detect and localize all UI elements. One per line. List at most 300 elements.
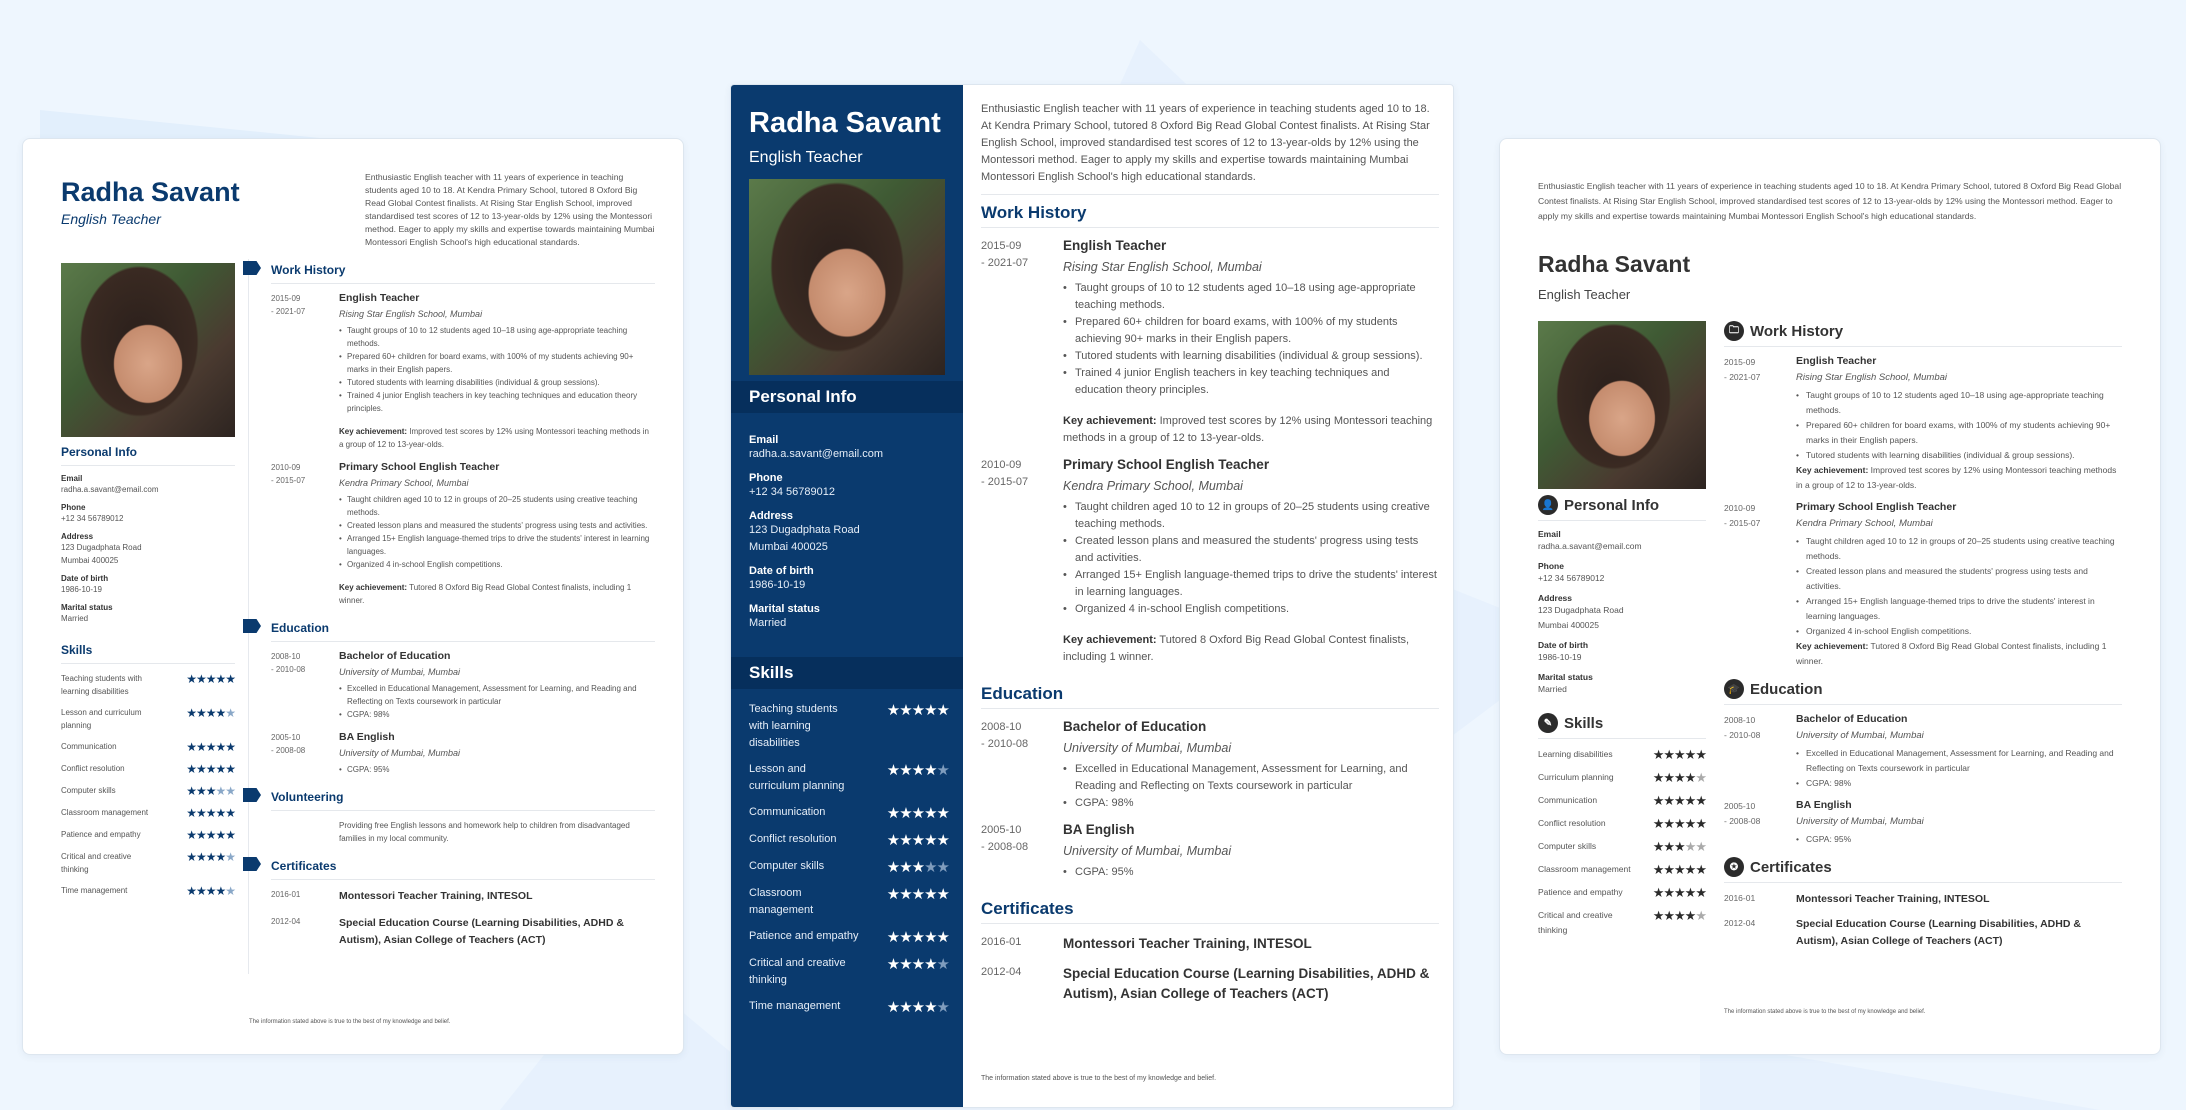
entry-date — [1724, 799, 1796, 847]
section-heading-personal-info: Personal Info — [731, 381, 963, 413]
pi-label: Date of birth — [749, 565, 814, 577]
bullet-item: • Taught groups of 10 to 12 students aged 10–18 using age-appropriate teaching methods. — [1063, 280, 1439, 314]
skill-row — [61, 706, 235, 732]
pi-label: Date of birth — [61, 574, 109, 583]
entry-title: Primary School English Teacher — [1063, 457, 1270, 472]
section-title: Skills — [1564, 714, 1604, 732]
star-rating-icon — [186, 672, 235, 698]
skill-name: Classroom management — [1538, 864, 1631, 874]
star-filled-icon: ★★★ — [886, 859, 925, 876]
bullet-item: • Tutored students with learning disabilities (individual & group sessions). — [339, 376, 655, 389]
footer-disclaimer: The information stated above is true to the best of my knowledge and belief. — [249, 1019, 451, 1025]
education-entry — [271, 731, 655, 776]
key-achievement-text: Tutored 8 Oxford Big Read Global Contest finalists, including 1 winner. — [1063, 634, 1410, 663]
certificate-title: Montessori Teacher Training, INTESOL — [339, 890, 533, 902]
bullet-item: • Taught children aged 10 to 12 in groups of 20–25 students using creative teaching methods. — [339, 493, 655, 519]
key-achievement-label: Key achievement: — [339, 427, 408, 436]
star-filled-icon: ★★★★★ — [886, 929, 949, 946]
date-end: - 2015-07 — [981, 476, 1029, 488]
footer-disclaimer: The information stated above is true to the best of my knowledge and belief. — [1724, 1009, 1926, 1015]
skill-row — [749, 804, 949, 822]
bullet-list — [339, 324, 655, 415]
star-rating-icon — [887, 804, 949, 822]
section-heading-skills — [1538, 711, 1706, 739]
star-rating-icon — [1653, 793, 1706, 809]
star-filled-icon: ★★★★ — [886, 956, 937, 973]
entry-date — [271, 461, 339, 607]
graduation-cap-icon: 🎓 — [1724, 679, 1744, 699]
bullet-item: • Excelled in Educational Management, Assessment for Learning, and Reading and Reflecting on Texts coursework in particular — [339, 682, 655, 708]
skill-row — [61, 740, 235, 754]
date-start: 2010-09 — [271, 463, 301, 472]
skill-row — [61, 784, 235, 798]
date-start: 2005-10 — [271, 733, 301, 742]
certificate-date: 2016-01 — [981, 936, 1022, 948]
star-filled-icon: ★★★★★ — [186, 828, 235, 842]
star-empty-icon: ★ — [936, 999, 949, 1016]
bullet-list — [339, 763, 655, 776]
resume-template-center[interactable] — [730, 84, 1454, 1108]
date-end: - 2010-08 — [981, 738, 1029, 750]
entry-date — [1724, 355, 1796, 493]
bullet-item: • Created lesson plans and measured the students' progress using tests and activities. — [339, 519, 655, 532]
star-rating-icon — [887, 858, 949, 876]
bullet-item: • Prepared 60+ children for board exams, with 100% of my students achieving 90+ marks in their English papers. — [1796, 418, 2122, 448]
entry-date — [981, 822, 1063, 881]
pi-label: Marital status — [61, 603, 113, 612]
star-filled-icon: ★★★★ — [186, 850, 226, 864]
date-start: 2010-09 — [1724, 503, 1756, 513]
certificate-icon: ✪ — [1724, 857, 1744, 877]
section-title: Education — [1750, 680, 1823, 698]
education-entry — [1724, 713, 2122, 791]
star-rating-icon — [186, 828, 235, 842]
section-title: Personal Info — [1564, 496, 1660, 514]
work-entry — [271, 292, 655, 451]
bullet-list — [1796, 388, 2122, 463]
profile-photo — [749, 179, 945, 375]
pi-label: Email — [61, 474, 83, 483]
star-rating-icon — [1653, 862, 1706, 878]
briefcase-icon: 🗀 — [1724, 321, 1744, 341]
key-achievement — [1796, 463, 2122, 493]
bullet-item: • Trained 4 junior English teachers in key teaching techniques and education theory principles. — [339, 389, 655, 415]
pi-value: radha.a.savant@email.com — [749, 448, 884, 460]
sidebar — [731, 85, 963, 1107]
star-rating-icon — [887, 761, 949, 795]
certificates-list — [1724, 891, 2122, 950]
entry-title: Primary School English Teacher — [1796, 501, 1957, 513]
star-empty-icon: ★★ — [1684, 839, 1706, 854]
date-start: 2005-10 — [981, 824, 1022, 836]
resume-summary: Enthusiastic English teacher with 11 years of experience in teaching students aged 10 to 18. At Kendra Primary School, tutored 8 Oxford Big Read Global Contest finalists. At Rising Star English School, improved standardised test scores of 12 to 13-year-olds by 12% using the Montessori method. Eager to apply my skills and expertise towards maintaining Mumbai Montessori English School's high educational standards. — [365, 172, 655, 247]
star-rating-icon — [1653, 747, 1706, 763]
pi-label: Email — [749, 434, 779, 446]
skill-row — [1538, 747, 1706, 763]
date-end: - 2021-07 — [1724, 372, 1761, 382]
pi-value: Mumbai 400025 — [61, 556, 119, 565]
skills-section — [1538, 711, 1706, 938]
skill-row — [749, 831, 949, 849]
skill-name: Communication — [61, 742, 117, 751]
section-heading-work-history: Work History — [981, 195, 1439, 228]
certificates-list — [981, 934, 1439, 1004]
skill-name: Conflict resolution — [1538, 818, 1606, 828]
skill-name: Time management — [749, 1000, 841, 1012]
key-achievement-label: Key achievement: — [1796, 465, 1869, 475]
entry-date — [981, 457, 1063, 666]
pi-value: +12 34 56789012 — [749, 486, 835, 498]
key-achievement-text: Improved test scores by 12% using Montessori teaching methods in a group of 12 to 13-year-olds. — [1063, 415, 1433, 444]
resume-role: English Teacher — [749, 149, 863, 166]
star-filled-icon: ★★★★★ — [886, 805, 949, 822]
bookmark-flag-icon — [243, 261, 261, 275]
star-rating-icon — [186, 806, 235, 820]
star-empty-icon: ★ — [225, 884, 235, 898]
certificate-date: 2012-04 — [271, 917, 301, 926]
star-rating-icon — [887, 998, 949, 1016]
star-rating-icon — [186, 850, 235, 876]
star-rating-icon — [887, 701, 949, 752]
skill-row — [749, 701, 949, 752]
key-achievement-label: Key achievement: — [1063, 415, 1157, 427]
entry-date — [271, 650, 339, 721]
entry-title: English Teacher — [1796, 355, 1877, 367]
skill-row — [61, 884, 235, 898]
certificate-row — [981, 964, 1439, 1004]
education-list — [1724, 713, 2122, 847]
section-heading-certificates: Certificates — [981, 891, 1439, 924]
pi-label: Marital status — [749, 603, 820, 615]
date-start: 2010-09 — [981, 459, 1022, 471]
section-heading-personal-info: Personal Info — [61, 441, 235, 466]
certificate-row — [271, 888, 655, 905]
pi-label: Email — [1538, 529, 1561, 539]
bullet-list — [1796, 832, 2122, 847]
star-empty-icon: ★★ — [215, 784, 235, 798]
skill-row — [749, 928, 949, 946]
skills-list — [61, 672, 235, 898]
bullet-item: • Taught groups of 10 to 12 students aged 10–18 using age-appropriate teaching methods. — [1796, 388, 2122, 418]
main-column — [1724, 319, 2122, 958]
entry-organization: University of Mumbai, Mumbai — [339, 667, 461, 677]
pi-value: 123 Dugadphata Road — [1538, 605, 1624, 615]
pi-label: Phone — [1538, 561, 1564, 571]
star-rating-icon — [186, 762, 235, 776]
star-filled-icon: ★★★★★ — [886, 832, 949, 849]
resume-role: English Teacher — [1538, 287, 1631, 302]
star-rating-icon — [1653, 908, 1706, 938]
certificate-title: Special Education Course (Learning Disabilities, ADHD & Autism), Asian College of Teachers (ACT) — [339, 917, 624, 946]
star-rating-icon — [887, 928, 949, 946]
star-filled-icon: ★★★★★ — [1652, 885, 1706, 900]
certificate-row — [981, 934, 1439, 954]
skill-row — [61, 762, 235, 776]
skill-row — [61, 850, 235, 876]
star-empty-icon: ★ — [225, 850, 235, 864]
sidebar — [61, 441, 235, 906]
key-achievement-text: Tutored 8 Oxford Big Read Global Contest finalists, including 1 winner. — [339, 583, 632, 605]
skill-name: Patience and empathy — [749, 930, 859, 942]
star-empty-icon: ★ — [1695, 908, 1706, 923]
key-achievement-text: Improved test scores by 12% using Montessori teaching methods in a group of 12 to 13-year-olds. — [1796, 465, 2117, 490]
bullet-list — [1796, 534, 2122, 639]
pi-value: 1986-10-19 — [749, 579, 806, 591]
star-filled-icon: ★★★★★ — [1652, 793, 1706, 808]
date-end: - 2021-07 — [271, 307, 306, 316]
main-column — [243, 259, 655, 959]
bullet-item: • Excelled in Educational Management, Assessment for Learning, and Reading and Reflecting on Texts coursework in particular — [1796, 746, 2122, 776]
person-icon: 👤 — [1538, 495, 1558, 515]
star-filled-icon: ★★★★★ — [186, 740, 235, 754]
bullet-list — [1063, 280, 1439, 399]
skill-name: Classroom management — [61, 808, 149, 817]
entry-date — [1724, 713, 1796, 791]
section-heading-personal-info — [1538, 493, 1706, 521]
bullet-item: • CGPA: 98% — [1063, 795, 1439, 812]
pi-label: Address — [1538, 593, 1573, 603]
section-heading-skills: Skills — [61, 639, 235, 664]
bullet-item: • Prepared 60+ children for board exams, with 100% of my students achieving 90+ marks in their English papers. — [1063, 314, 1439, 348]
star-empty-icon: ★★ — [924, 859, 949, 876]
bullet-item: • CGPA: 95% — [1063, 864, 1439, 881]
bullet-item: • CGPA: 98% — [339, 708, 655, 721]
date-start: 2008-10 — [271, 652, 301, 661]
entry-organization: University of Mumbai, Mumbai — [1063, 844, 1232, 858]
skill-row — [1538, 793, 1706, 809]
bullet-item: • Tutored students with learning disabilities (individual & group sessions). — [1063, 348, 1439, 365]
personal-info-list — [749, 425, 949, 632]
pi-value: 123 Dugadphata Road — [749, 524, 860, 536]
pi-value: Mumbai 400025 — [749, 541, 828, 553]
bullet-item: • Taught children aged 10 to 12 in groups of 20–25 students using creative teaching methods. — [1796, 534, 2122, 564]
key-achievement — [1063, 413, 1439, 447]
skill-name: Communication — [749, 806, 826, 818]
skill-name: Teaching students with learning disabilities — [749, 703, 838, 749]
skill-name: Conflict resolution — [749, 833, 837, 845]
bookmark-flag-icon — [243, 857, 261, 871]
section-heading-certificates: Certificates — [271, 855, 655, 880]
star-filled-icon: ★★★★ — [186, 884, 226, 898]
education-section — [1724, 677, 2122, 847]
skill-row — [1538, 770, 1706, 786]
entry-organization: Kendra Primary School, Mumbai — [339, 478, 469, 488]
star-filled-icon: ★★★★★ — [886, 886, 949, 903]
resume-template-right[interactable] — [1499, 138, 2161, 1055]
skills-icon: ✎ — [1538, 713, 1558, 733]
entry-organization: Rising Star English School, Mumbai — [339, 309, 483, 319]
date-end: - 2015-07 — [1724, 518, 1761, 528]
bullet-item: • Organized 4 in-school English competitions. — [339, 558, 655, 571]
star-filled-icon: ★★★★★ — [886, 702, 949, 719]
pi-value: +12 34 56789012 — [61, 514, 124, 523]
education-entry — [1724, 799, 2122, 847]
entry-date — [981, 719, 1063, 812]
bullet-item: • Organized 4 in-school English competitions. — [1796, 624, 2122, 639]
skill-name: Critical and creative thinking — [1538, 910, 1613, 935]
skill-row — [1538, 908, 1706, 938]
pi-label: Address — [61, 532, 94, 541]
bullet-item: • Created lesson plans and measured the students' progress using tests and activities. — [1063, 533, 1439, 567]
skills-list — [749, 701, 949, 1025]
star-empty-icon: ★ — [225, 706, 235, 720]
star-filled-icon: ★★★ — [186, 784, 216, 798]
star-filled-icon: ★★★★★ — [1652, 747, 1706, 762]
bullet-list — [1063, 499, 1439, 618]
certificate-title: Montessori Teacher Training, INTESOL — [1796, 893, 1990, 905]
certificate-date: 2012-04 — [981, 966, 1022, 978]
star-rating-icon — [1653, 839, 1706, 855]
pi-label: Phone — [61, 503, 86, 512]
star-filled-icon: ★★★★★ — [186, 806, 235, 820]
main-column — [981, 101, 1439, 1014]
resume-name: Radha Savant — [1538, 251, 1691, 277]
certificates-section — [1724, 855, 2122, 950]
bullet-item: • Trained 4 junior English teachers in key teaching techniques and education theory principles. — [1063, 365, 1439, 399]
skill-name: Patience and empathy — [1538, 887, 1623, 897]
star-rating-icon — [186, 740, 235, 754]
footer-disclaimer: The information stated above is true to the best of my knowledge and belief. — [981, 1075, 1217, 1082]
bullet-item: • CGPA: 95% — [339, 763, 655, 776]
skill-name: Classroom management — [749, 887, 814, 916]
bullet-item: • Arranged 15+ English language-themed trips to drive the students' interest in learning languages. — [1063, 567, 1439, 601]
star-rating-icon — [1653, 816, 1706, 832]
date-start: 2008-10 — [981, 721, 1022, 733]
section-title: Work History — [1750, 322, 1844, 340]
bullet-item: • Created lesson plans and measured the students' progress using tests and activities. — [1796, 564, 2122, 594]
bullet-item: • Organized 4 in-school English competitions. — [1063, 601, 1439, 618]
date-end: - 2008-08 — [981, 841, 1029, 853]
pi-label: Phone — [749, 472, 783, 484]
education-entry — [271, 650, 655, 721]
star-filled-icon: ★★★★ — [886, 762, 937, 779]
bookmark-flag-icon — [243, 788, 261, 802]
pi-label: Address — [749, 510, 794, 522]
skill-name: Learning disabilities — [1538, 749, 1613, 759]
skill-row — [61, 672, 235, 698]
education-entry — [981, 822, 1439, 881]
star-filled-icon: ★★★★ — [1652, 770, 1696, 785]
date-end: - 2010-08 — [1724, 730, 1761, 740]
skill-name: Computer skills — [749, 860, 825, 872]
star-filled-icon: ★★★★★ — [186, 672, 235, 686]
skill-name: Critical and creative thinking — [61, 852, 132, 874]
section-title: Certificates — [1750, 858, 1832, 876]
key-achievement — [1063, 632, 1439, 666]
education-entry — [981, 719, 1439, 812]
resume-summary: Enthusiastic English teacher with 11 years of experience in teaching students aged 10 to 18. At Kendra Primary School, tutored 8 Oxford Big Read Global Contest finalists. At Rising Star English School, improved standardised test scores of 12 to 13-year-olds by 12% using the Montessori method. Eager to apply my skills and expertise towards maintaining Mumbai Montessori English School's high educational standards. — [1538, 181, 2122, 221]
star-rating-icon — [887, 831, 949, 849]
certificate-row — [1724, 916, 2122, 950]
pi-value: Married — [1538, 684, 1567, 694]
star-rating-icon — [186, 784, 235, 798]
entry-organization: University of Mumbai, Mumbai — [339, 748, 461, 758]
work-entry — [1724, 355, 2122, 493]
date-start: 2015-09 — [1724, 357, 1756, 367]
star-filled-icon: ★★★ — [1652, 839, 1685, 854]
personal-info-list — [61, 474, 235, 625]
star-empty-icon: ★ — [936, 762, 949, 779]
work-list — [981, 238, 1439, 666]
skill-name: Communication — [1538, 795, 1598, 805]
skill-name: Curriculum planning — [1538, 772, 1614, 782]
resume-name: Radha Savant — [749, 107, 941, 139]
key-achievement — [1796, 639, 2122, 669]
star-rating-icon — [887, 885, 949, 919]
pi-value: 123 Dugadphata Road — [61, 543, 142, 552]
volunteering-section — [243, 786, 655, 845]
key-achievement-text: Tutored 8 Oxford Big Read Global Contest finalists, including 1 winner. — [1796, 641, 2107, 666]
entry-organization: Rising Star English School, Mumbai — [1796, 372, 1948, 383]
bullet-item: • Tutored students with learning disabilities (individual & group sessions). — [1796, 448, 2122, 463]
entry-title: English Teacher — [1063, 238, 1167, 253]
entry-title: Bachelor of Education — [1796, 713, 1908, 725]
bullet-item: • Excelled in Educational Management, Assessment for Learning, and Reading and Reflecting on Texts coursework in particular — [1063, 761, 1439, 795]
skill-row — [749, 858, 949, 876]
star-empty-icon: ★ — [936, 956, 949, 973]
date-end: - 2021-07 — [981, 257, 1029, 269]
star-empty-icon: ★ — [1695, 770, 1706, 785]
entry-title: English Teacher — [339, 292, 420, 304]
key-achievement-label: Key achievement: — [1063, 634, 1157, 646]
date-start: 2015-09 — [271, 294, 301, 303]
profile-photo — [1538, 321, 1706, 489]
date-end: - 2008-08 — [271, 746, 306, 755]
star-rating-icon — [1653, 885, 1706, 901]
date-start: 2015-09 — [981, 240, 1022, 252]
pi-label: Marital status — [1538, 672, 1593, 682]
star-filled-icon: ★★★★ — [186, 706, 226, 720]
bullet-item: • Prepared 60+ children for board exams, with 100% of my students achieving 90+ marks in their English papers. — [339, 350, 655, 376]
certificates-list — [271, 888, 655, 949]
bullet-list — [1063, 864, 1439, 881]
certificate-row — [1724, 891, 2122, 908]
skill-row — [1538, 862, 1706, 878]
entry-organization: University of Mumbai, Mumbai — [1063, 741, 1232, 755]
section-heading-work-history: Work History — [271, 259, 655, 284]
key-achievement-label: Key achievement: — [339, 583, 408, 592]
skill-row — [1538, 885, 1706, 901]
work-list — [1724, 355, 2122, 669]
bullet-list — [339, 682, 655, 721]
entry-date — [271, 731, 339, 776]
skill-row — [749, 955, 949, 989]
star-rating-icon — [186, 706, 235, 732]
work-entry — [271, 461, 655, 607]
work-list — [271, 292, 655, 607]
bullet-item: • Arranged 15+ English language-themed trips to drive the students' interest in learning languages. — [339, 532, 655, 558]
skill-name: Conflict resolution — [61, 764, 125, 773]
pi-value: 1986-10-19 — [1538, 652, 1582, 662]
entry-date — [1724, 501, 1796, 669]
entry-date — [271, 292, 339, 451]
star-rating-icon — [887, 955, 949, 989]
key-achievement-label: Key achievement: — [1796, 641, 1869, 651]
resume-name: Radha Savant — [61, 177, 240, 207]
entry-date — [981, 238, 1063, 447]
section-heading-education: Education — [271, 617, 655, 642]
work-entry — [981, 238, 1439, 447]
star-filled-icon: ★★★★ — [1652, 908, 1696, 923]
bullet-list — [339, 493, 655, 571]
pi-value: radha.a.savant@email.com — [61, 485, 159, 494]
resume-template-left[interactable] — [22, 138, 684, 1055]
pi-value: Mumbai 400025 — [1538, 620, 1599, 630]
education-section — [243, 617, 655, 776]
skill-name: Critical and creative thinking — [749, 957, 846, 986]
certificate-row — [271, 915, 655, 949]
skill-row — [1538, 839, 1706, 855]
